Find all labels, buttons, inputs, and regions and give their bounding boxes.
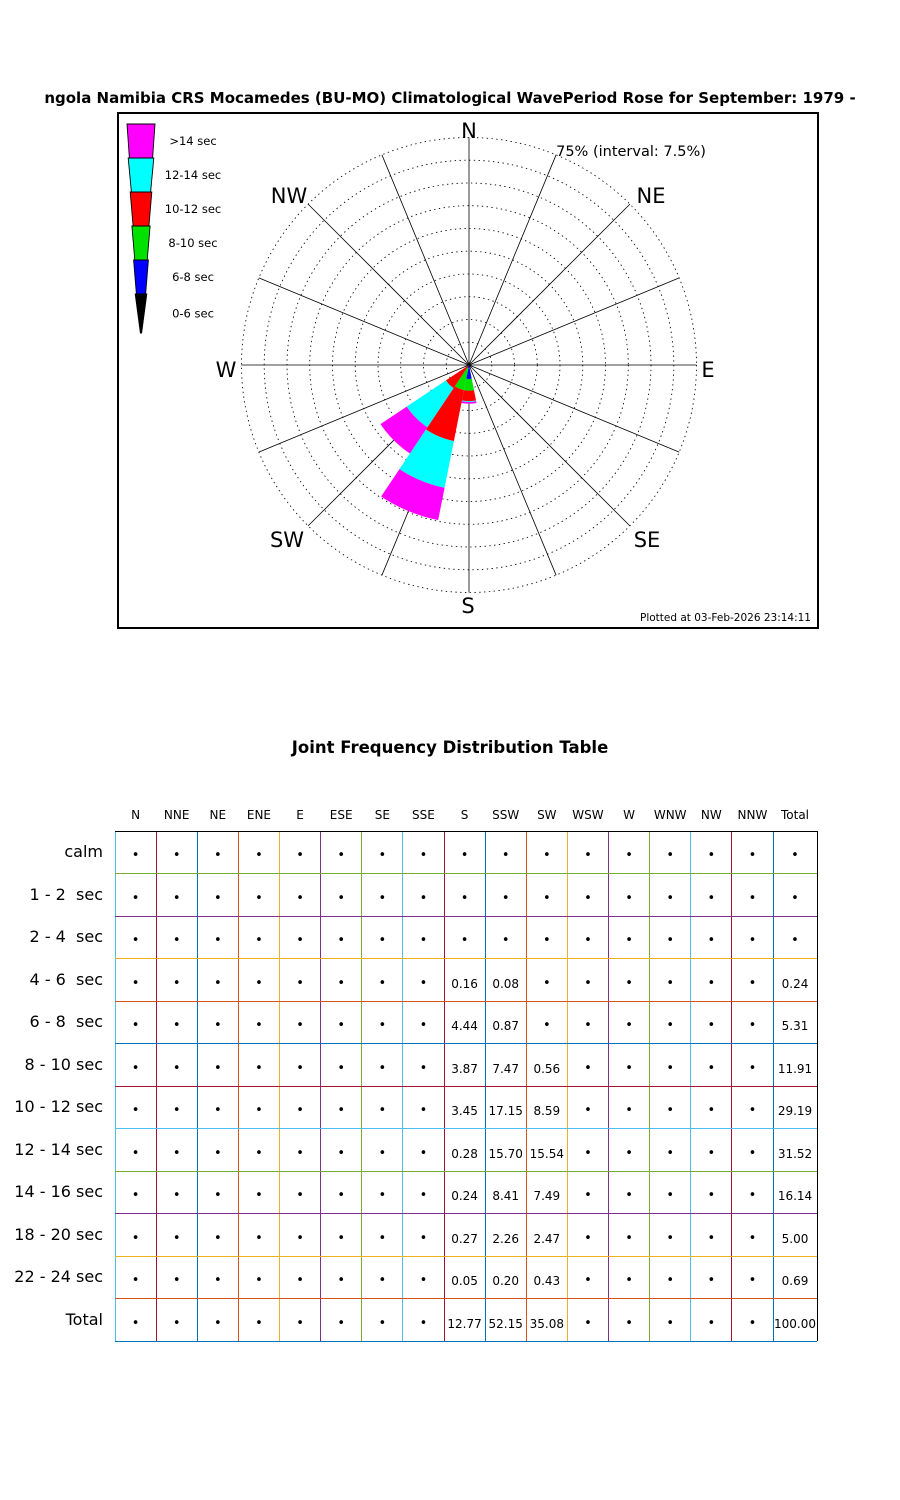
table-cell-value: 0.56 [533, 1061, 561, 1076]
rose-spoke [469, 365, 556, 575]
table-cell-empty-dot: • [131, 1145, 140, 1161]
table-cell-empty-dot: • [542, 1018, 551, 1034]
rose-spoke [469, 365, 630, 526]
table-cell-empty-dot: • [255, 1103, 263, 1119]
compass-label-SW: SW [269, 528, 305, 552]
table-cell-empty-dot: • [337, 1145, 346, 1161]
table-cell-empty-dot: • [131, 1315, 140, 1331]
table-cell-empty-dot: • [625, 933, 633, 949]
table-cell-value: 2.26 [492, 1231, 520, 1246]
table-cell-empty-dot: • [255, 975, 263, 991]
legend-swatch-0-6 sec [135, 294, 147, 333]
table-cell-empty-dot: • [542, 975, 551, 991]
table-cell-empty-dot: • [791, 933, 799, 949]
petal-segment-10-12 sec [462, 390, 476, 401]
column-header-SSE: SSE [412, 808, 435, 822]
table-cell-empty-dot: • [542, 890, 551, 906]
table-cell-empty-dot: • [296, 1188, 304, 1204]
table-cell-empty-dot: • [172, 848, 181, 864]
table-cell-empty-dot: • [378, 975, 387, 991]
table-cell-value: 100.00 [774, 1316, 816, 1331]
row-label: 6 - 8 sec [29, 1012, 103, 1032]
table-cell-empty-dot: • [501, 848, 510, 864]
table-cell-value: 15.54 [529, 1146, 564, 1161]
table-cell-empty-dot: • [172, 1188, 181, 1204]
grid-hline [115, 1298, 817, 1299]
table-cell-value: 16.14 [777, 1189, 813, 1204]
table-cell-empty-dot: • [666, 933, 675, 949]
table-cell-empty-dot: • [542, 848, 551, 864]
table-cell-empty-dot: • [501, 890, 510, 906]
table-cell-empty-dot: • [172, 890, 181, 906]
table-cell-value: 0.16 [451, 976, 478, 991]
row-label: 8 - 10 sec [24, 1054, 103, 1074]
column-header-SE: SE [374, 808, 390, 822]
table-cell-empty-dot: • [255, 848, 263, 864]
table-cell-empty-dot: • [378, 1188, 387, 1204]
table-cell-empty-dot: • [748, 975, 757, 991]
table-cell-empty-dot: • [255, 1315, 263, 1331]
legend-label: >14 sec [169, 134, 217, 148]
table-cell-empty-dot: • [419, 1103, 428, 1119]
column-header-ESE: ESE [329, 808, 353, 822]
table-cell-empty-dot: • [378, 1018, 387, 1034]
table-cell-empty-dot: • [748, 890, 757, 906]
table-cell-value: 5.31 [781, 1019, 809, 1034]
table-cell-empty-dot: • [707, 933, 716, 949]
table-cell-empty-dot: • [172, 1018, 181, 1034]
table-cell-value: 0.87 [492, 1019, 520, 1034]
table-cell-empty-dot: • [748, 1188, 757, 1204]
row-label: 2 - 4 sec [29, 927, 103, 947]
legend-label: 10-12 sec [164, 202, 222, 216]
table-cell-empty-dot: • [296, 975, 304, 991]
legend-swatch->14 sec [127, 124, 155, 158]
table-cell-value: 11.91 [777, 1061, 813, 1076]
table-cell-empty-dot: • [255, 1188, 263, 1204]
table-cell-empty-dot: • [707, 848, 716, 864]
table-cell-empty-dot: • [131, 1273, 140, 1289]
table-cell-empty-dot: • [131, 1060, 140, 1076]
table-cell-empty-dot: • [378, 890, 387, 906]
table-cell-empty-dot: • [666, 1018, 675, 1034]
table-cell-value: 35.08 [529, 1316, 564, 1331]
column-header-WSW: WSW [572, 808, 604, 822]
page-title: ngola Namibia CRS Mocamedes (BU-MO) Climatological WavePeriod Rose for September: 1979 - [44, 89, 856, 107]
table-cell-empty-dot: • [255, 890, 263, 906]
rose-petal-SSW [381, 365, 469, 520]
legend-label: 0-6 sec [172, 306, 214, 321]
compass-label-NE: NE [636, 184, 666, 208]
table-cell-empty-dot: • [584, 1188, 592, 1204]
table-cell-empty-dot: • [419, 1188, 428, 1204]
table-cell-empty-dot: • [131, 1188, 140, 1204]
table-cell-empty-dot: • [213, 1230, 222, 1246]
table-cell-empty-dot: • [213, 1145, 222, 1161]
table-cell-empty-dot: • [296, 933, 304, 949]
table-cell-empty-dot: • [419, 848, 428, 864]
table-cell-empty-dot: • [748, 1315, 757, 1331]
table-cell-empty-dot: • [172, 1145, 181, 1161]
column-header-WNW: WNW [653, 808, 687, 822]
table-cell-empty-dot: • [584, 890, 592, 906]
table-cell-empty-dot: • [666, 975, 675, 991]
wave-rose-plot [117, 112, 819, 629]
column-header-Total: Total [780, 808, 810, 822]
table-cell-empty-dot: • [172, 975, 181, 991]
column-header-S: S [460, 808, 469, 822]
column-header-E: E [296, 808, 304, 822]
table-cell-empty-dot: • [213, 1103, 222, 1119]
table-cell-empty-dot: • [172, 1273, 181, 1289]
table-cell-empty-dot: • [707, 1230, 716, 1246]
legend-swatch-10-12 sec [130, 192, 152, 226]
table-cell-empty-dot: • [296, 1315, 304, 1331]
table-cell-value: 0.69 [781, 1274, 809, 1289]
table-cell-empty-dot: • [625, 848, 633, 864]
table-cell-empty-dot: • [213, 1273, 222, 1289]
table-cell-empty-dot: • [419, 975, 428, 991]
table-cell-empty-dot: • [296, 1018, 304, 1034]
table-cell-empty-dot: • [296, 1060, 304, 1076]
table-cell-empty-dot: • [748, 1103, 757, 1119]
rose-plot-svg [119, 114, 817, 627]
table-cell-empty-dot: • [666, 1230, 675, 1246]
table-cell-empty-dot: • [666, 1315, 675, 1331]
table-cell-empty-dot: • [666, 848, 675, 864]
grid-hline [115, 873, 817, 874]
table-cell-empty-dot: • [501, 933, 510, 949]
table-cell-value: 0.28 [451, 1146, 478, 1161]
table-cell-value: 52.15 [488, 1316, 523, 1331]
table-cell-empty-dot: • [378, 1060, 387, 1076]
table-cell-empty-dot: • [213, 890, 222, 906]
table-cell-value: 0.24 [781, 976, 809, 991]
legend-swatch-8-10 sec [132, 226, 150, 260]
grid-hline [115, 916, 817, 917]
table-cell-empty-dot: • [378, 1145, 387, 1161]
table-cell-empty-dot: • [707, 1060, 716, 1076]
table-cell-value: 29.19 [777, 1104, 813, 1119]
table-cell-empty-dot: • [296, 890, 304, 906]
table-cell-empty-dot: • [707, 1273, 716, 1289]
radial-axis-label: 75% (interval: 7.5%) [556, 144, 706, 160]
table-cell-empty-dot: • [255, 1018, 263, 1034]
row-label: 18 - 20 sec [14, 1224, 103, 1244]
table-cell-empty-dot: • [131, 975, 140, 991]
row-label: Total [65, 1309, 103, 1329]
grid-hline [115, 1213, 817, 1214]
table-cell-value: 31.52 [777, 1146, 813, 1161]
table-cell-value: 3.45 [451, 1104, 478, 1119]
table-cell-empty-dot: • [584, 1315, 592, 1331]
table-cell-empty-dot: • [584, 1273, 592, 1289]
table-cell-empty-dot: • [378, 1103, 387, 1119]
table-cell-empty-dot: • [584, 848, 592, 864]
column-header-SSW: SSW [492, 808, 520, 822]
row-label: 12 - 14 sec [14, 1139, 103, 1159]
table-title: Joint Frequency Distribution Table [291, 738, 609, 757]
table-cell-value: 3.87 [451, 1061, 478, 1076]
rose-spoke [469, 204, 630, 365]
table-cell-empty-dot: • [748, 933, 757, 949]
table-cell-empty-dot: • [337, 890, 346, 906]
table-cell-empty-dot: • [748, 848, 757, 864]
row-label: 1 - 2 sec [29, 884, 103, 904]
table-cell-empty-dot: • [337, 1060, 346, 1076]
compass-label-NW: NW [270, 184, 308, 208]
table-cell-empty-dot: • [791, 890, 799, 906]
table-cell-empty-dot: • [296, 1145, 304, 1161]
rose-spoke [382, 155, 469, 365]
table-cell-empty-dot: • [131, 848, 140, 864]
table-cell-value: 0.20 [492, 1274, 520, 1289]
table-cell-empty-dot: • [213, 975, 222, 991]
table-cell-empty-dot: • [748, 1273, 757, 1289]
table-cell-empty-dot: • [666, 1145, 675, 1161]
table-cell-empty-dot: • [213, 848, 222, 864]
table-cell-empty-dot: • [791, 848, 799, 864]
table-cell-empty-dot: • [707, 890, 716, 906]
table-cell-value: 0.27 [451, 1231, 478, 1246]
table-cell-empty-dot: • [748, 1060, 757, 1076]
row-label: 10 - 12 sec [14, 1097, 103, 1117]
table-cell-empty-dot: • [584, 975, 592, 991]
table-cell-empty-dot: • [584, 1230, 592, 1246]
table-cell-empty-dot: • [255, 1145, 263, 1161]
table-cell-empty-dot: • [172, 1060, 181, 1076]
table-cell-empty-dot: • [337, 1103, 346, 1119]
column-header-ENE: ENE [246, 808, 271, 822]
table-cell-value: 7.49 [533, 1189, 561, 1204]
table-cell-value: 17.15 [488, 1104, 523, 1119]
table-cell-empty-dot: • [213, 933, 222, 949]
compass-label-S: S [461, 594, 475, 618]
column-header-W: W [623, 808, 635, 822]
table-cell-empty-dot: • [131, 1103, 140, 1119]
grid-hline [115, 1043, 817, 1044]
table-cell-empty-dot: • [131, 933, 140, 949]
table-cell-empty-dot: • [172, 1315, 181, 1331]
table-cell-empty-dot: • [666, 1188, 675, 1204]
table-cell-empty-dot: • [460, 890, 469, 906]
table-cell-empty-dot: • [419, 933, 428, 949]
table-cell-empty-dot: • [625, 1018, 633, 1034]
table-cell-empty-dot: • [296, 1230, 304, 1246]
rose-spoke [469, 155, 556, 365]
table-cell-empty-dot: • [707, 1018, 716, 1034]
row-label: 22 - 24 sec [14, 1267, 103, 1287]
table-cell-empty-dot: • [337, 1230, 346, 1246]
legend [127, 124, 221, 333]
table-cell-empty-dot: • [255, 1230, 263, 1246]
table-cell-empty-dot: • [337, 848, 346, 864]
table-cell-empty-dot: • [419, 1018, 428, 1034]
table-cell-empty-dot: • [419, 1145, 428, 1161]
table-cell-empty-dot: • [625, 1060, 633, 1076]
table-cell-empty-dot: • [378, 933, 387, 949]
table-cell-empty-dot: • [337, 975, 346, 991]
legend-swatch-12-14 sec [128, 158, 154, 192]
column-header-NNE: NNE [163, 808, 190, 822]
table-cell-value: 4.44 [451, 1019, 478, 1034]
grid-hline [115, 1086, 817, 1087]
table-cell-empty-dot: • [213, 1060, 222, 1076]
table-cell-empty-dot: • [666, 1060, 675, 1076]
table-cell-empty-dot: • [213, 1018, 222, 1034]
grid-hline [115, 1001, 817, 1002]
table-cell-empty-dot: • [707, 975, 716, 991]
table-cell-empty-dot: • [419, 890, 428, 906]
table-cell-empty-dot: • [748, 1230, 757, 1246]
jfd-table [14, 803, 817, 1348]
grid-hline [115, 831, 817, 832]
table-cell-value: 7.47 [492, 1061, 520, 1076]
row-label: calm [64, 842, 103, 862]
table-cell-empty-dot: • [213, 1315, 222, 1331]
table-cell-value: 8.41 [492, 1189, 520, 1204]
table-cell-empty-dot: • [625, 890, 633, 906]
column-header-N: N [131, 808, 141, 822]
grid-hline [115, 1171, 817, 1172]
table-cell-empty-dot: • [131, 1230, 140, 1246]
table-cell-value: 0.05 [451, 1274, 478, 1289]
table-cell-empty-dot: • [666, 890, 675, 906]
table-cell-empty-dot: • [666, 1103, 675, 1119]
table-cell-empty-dot: • [419, 1315, 428, 1331]
table-cell-empty-dot: • [255, 1273, 263, 1289]
table-cell-empty-dot: • [584, 1018, 592, 1034]
column-header-NNW: NNW [737, 808, 768, 822]
table-cell-empty-dot: • [255, 933, 263, 949]
rose-spoke [469, 278, 679, 365]
compass-label-N: N [461, 119, 477, 143]
table-cell-value: 8.59 [533, 1104, 561, 1119]
table-cell-empty-dot: • [131, 1018, 140, 1034]
rose-spoke [308, 204, 469, 365]
table-cell-empty-dot: • [707, 1103, 716, 1119]
table-cell-empty-dot: • [584, 1103, 592, 1119]
table-cell-value: 0.24 [451, 1189, 478, 1204]
table-cell-empty-dot: • [419, 1060, 428, 1076]
table-cell-empty-dot: • [707, 1188, 716, 1204]
table-cell-empty-dot: • [625, 1188, 633, 1204]
row-label: 4 - 6 sec [29, 969, 103, 989]
table-cell-value: 15.70 [488, 1146, 523, 1161]
table-cell-empty-dot: • [584, 933, 592, 949]
table-cell-empty-dot: • [378, 1230, 387, 1246]
legend-swatch-6-8 sec [134, 260, 149, 294]
column-header-NE: NE [209, 808, 227, 822]
table-cell-empty-dot: • [707, 1145, 716, 1161]
table-cell-value: 12.77 [447, 1316, 482, 1331]
table-cell-empty-dot: • [131, 890, 140, 906]
table-cell-value: 5.00 [781, 1231, 809, 1246]
table-cell-empty-dot: • [625, 1103, 633, 1119]
table-cell-empty-dot: • [378, 1273, 387, 1289]
table-cell-empty-dot: • [172, 1230, 181, 1246]
table-cell-empty-dot: • [625, 975, 633, 991]
grid-hline [115, 1341, 817, 1342]
table-cell-empty-dot: • [584, 1060, 592, 1076]
table-cell-empty-dot: • [378, 1315, 387, 1331]
table-cell-empty-dot: • [337, 1315, 346, 1331]
legend-label: 8-10 sec [168, 236, 218, 250]
table-cell-empty-dot: • [337, 1188, 346, 1204]
rose-spoke [259, 278, 469, 365]
plot-timestamp: Plotted at 03-Feb-2026 23:14:11 [639, 612, 811, 624]
table-cell-empty-dot: • [419, 1273, 428, 1289]
rose-spoke [469, 365, 679, 452]
table-cell-value: 0.43 [533, 1274, 561, 1289]
table-cell-value: 0.08 [492, 976, 520, 991]
table-cell-empty-dot: • [625, 1145, 633, 1161]
compass-label-SE: SE [633, 528, 661, 552]
table-cell-empty-dot: • [378, 848, 387, 864]
row-label: 14 - 16 sec [14, 1182, 103, 1202]
table-cell-empty-dot: • [748, 1145, 757, 1161]
grid-hline [115, 958, 817, 959]
compass-label-E: E [701, 358, 715, 382]
grid-hline [115, 1128, 817, 1129]
table-cell-empty-dot: • [625, 1273, 633, 1289]
table-cell-empty-dot: • [337, 933, 346, 949]
table-cell-empty-dot: • [542, 933, 551, 949]
compass-label-W: W [215, 358, 237, 382]
table-cell-empty-dot: • [625, 1315, 633, 1331]
table-cell-empty-dot: • [625, 1230, 633, 1246]
legend-label: 6-8 sec [172, 270, 214, 284]
table-cell-empty-dot: • [666, 1273, 675, 1289]
grid-hline [115, 1256, 817, 1257]
table-cell-empty-dot: • [296, 1103, 304, 1119]
table-cell-empty-dot: • [255, 1060, 263, 1076]
table-cell-empty-dot: • [419, 1230, 428, 1246]
table-cell-empty-dot: • [707, 1315, 716, 1331]
table-cell-empty-dot: • [748, 1018, 757, 1034]
table-cell-empty-dot: • [337, 1018, 346, 1034]
column-header-SW: SW [537, 808, 557, 822]
table-cell-empty-dot: • [296, 848, 304, 864]
table-cell-empty-dot: • [172, 1103, 181, 1119]
table-cell-empty-dot: • [460, 848, 469, 864]
table-cell-empty-dot: • [172, 933, 181, 949]
table-cell-empty-dot: • [296, 1273, 304, 1289]
table-cell-empty-dot: • [584, 1145, 592, 1161]
legend-label: 12-14 sec [164, 168, 222, 182]
table-cell-value: 2.47 [533, 1231, 561, 1246]
table-cell-empty-dot: • [460, 933, 469, 949]
table-cell-empty-dot: • [337, 1273, 346, 1289]
table-cell-empty-dot: • [213, 1188, 222, 1204]
column-header-NW: NW [700, 808, 722, 822]
